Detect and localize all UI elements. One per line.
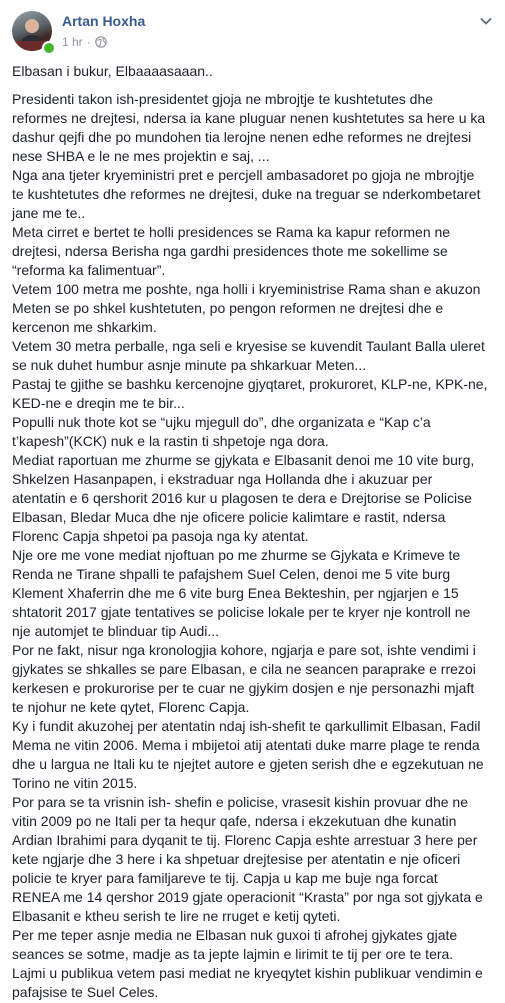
- post-paragraph: Ky i fundit akuzohej per atentatin ndaj ish-shefit te qarkullimit Elbasan, Fadil Mema ne vitin 2006. Mema i mbijetoi atij atentati duke marre plage te renda dhe u largua ne Itali ku te njejtet autore e gjeten serish dhe e egzekutuan ne Torino ne vitin 2015.: [12, 718, 484, 791]
- post-paragraph: Populli nuk thote kot se “ujku mjegull do”, dhe organizata e “Kap c’a t’kapesh”(KCK) nuk e la rastin ti shpetoje nga dora.: [12, 414, 431, 449]
- post-paragraph: Nga ana tjeter kryeministri pret e percjell ambasadoret po gjoja ne mbrojtje te kushtetutes dhe reformes ne drejtesi, duke na treguar se nderkombetaret jane me te..: [12, 167, 481, 221]
- post-meta: [62, 35, 107, 49]
- post-paragraph: Presidenti takon ish-presidentet gjoja ne mbrojtje te kushtetutes dhe reformes ne drejtesi, ndersa ia kane pluguar nenen kushtetutes sa here u ka dashur qejfi dhe po mundohen tia lerojne nenen edhe reformes ne drejtesi nese SHBA e le ne mes projektin e saj, ...: [12, 91, 486, 164]
- post-paragraph: Vetem 100 metra me poshte, nga holli i kryeministrise Rama shan e akuzon Meten se po shkel kushtetuten, po pengon reformen ne drejtesi dhe e kercenon me shkarkim.: [12, 281, 481, 335]
- author-name[interactable]: Artan Hoxha: [62, 13, 146, 29]
- chevron-down-icon[interactable]: [479, 14, 493, 28]
- post-paragraph: Mediat raportuan me zhurme se gjykata e Elbasanit denoi me 10 vite burg, Shkelzen Hasanpapen, i ekstraduar nga Hollanda dhe i akuzuar per atentatin e 6 qershorit 2016 kur u plagosen te dera e Drejtorise se Policise Elbasan, Bledar Muca dhe nje oficere policie kalimtare e rastit, ndersa Florenc Capja shpetoi pa pasoja nga ky atentat.: [12, 452, 475, 544]
- post-header: [0, 0, 505, 62]
- online-status-indicator: [42, 41, 56, 55]
- post-paragraph: Por ne fakt, nisur nga kronologjia kohore, ngjarja e pare sot, ishte vendimi i gjykates se shkalles se pare Elbasan, e cila ne seancen paraprake e rrezoi kerkesen e prokurorise per te cuar ne gjykim dosjen e nje personazhi mjaft te njohur ne kete qytet, Florenc Capja.: [12, 642, 476, 715]
- post-paragraph: Meta cirret e bertet te holli presidences se Rama ka kapur reformen ne drejtesi, ndersa Berisha nga gardhi presidences thote me sokellime se “reforma ka falimentuar”.: [12, 224, 451, 278]
- post-paragraph: Por para se ta vrisnin ish- shefin e policise, vrasesit kishin provuar dhe ne vitin 2009 po ne Itali per ta hequr qafe, ndersa i ekzekutuan dhe kunatin Ardian Ibrahimi para dyqanit te tij. Florenc Capja eshte arrestuar 3 here per kete ngjarje dhe 3 here i ka shpetuar drejtesise per atentatin e nje oficeri policie te kryer para familjareve te tij. Capja u kap me buje nga forcat RENEA me 14 qershor 2019 gjate operacionit “Krasta” por nga sot gjykata e Elbasanit e ktheu serish te lire ne rruget e ketij qyteti.: [12, 794, 483, 924]
- post-paragraph: Vetem 30 metra perballe, nga seli e kryesise se kuvendit Taulant Balla uleret se nuk duhet humbur asnje minute pa shkarkuar Meten...: [12, 338, 485, 373]
- meta-separator: ·: [86, 35, 91, 49]
- globe-icon[interactable]: [95, 36, 107, 48]
- post-paragraph: Nje ore me vone mediat njoftuan po me zhurme se Gjykata e Krimeve te Renda ne Tirane shpalli te pafajshem Suel Celen, denoi me 5 vite burg Klement Xhaferrin dhe me 6 vite burg Enea Bekteshin, per ngjarjen e 15 shtatorit 2017 gjate tentatives se policise lokale per te kryer nje kontroll ne nje automjet te blinduar tip Audi...: [12, 547, 471, 639]
- post-body: [12, 62, 496, 1002]
- post-paragraph: Elbasan i bukur, Elbaaaasaaan..: [12, 63, 213, 79]
- post-paragraph: Pastaj te gjithe se bashku kercenojne gjyqtaret, prokuroret, KLP-ne, KPK-ne, KED-ne e dreqin me te bir...: [12, 376, 488, 411]
- timestamp[interactable]: 1 hr: [62, 35, 83, 49]
- post-paragraph: Per me teper asnje media ne Elbasan nuk guxoi ti afrohej gjykates gjate seances se sotme, madje as ta jepte lajmin e lirimit te tij per ore te tera. Lajmi u publikua vetem pasi mediat ne kryeqytet kishin publikuar vendimin e pafajsise te Suel Celes.: [12, 927, 483, 1000]
